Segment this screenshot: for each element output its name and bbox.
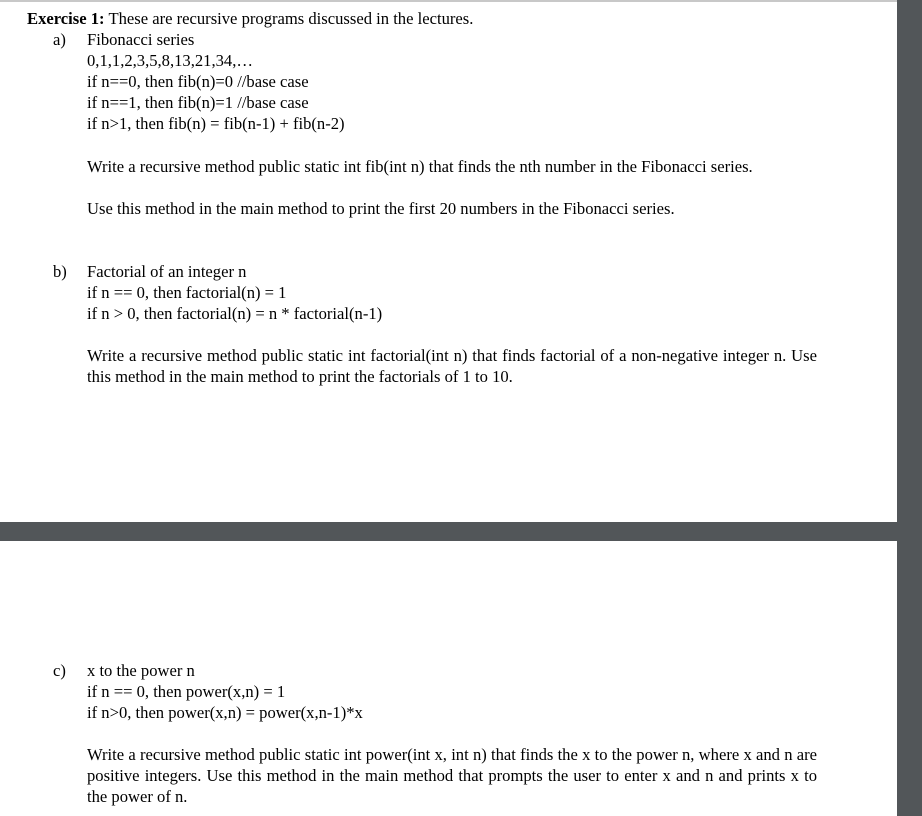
part-a-marker: a) — [53, 30, 66, 49]
factorial-rule: if n > 0, then factorial(n) = n * factorial(n-1) — [87, 304, 383, 323]
power-rule: if n == 0, then power(x,n) = 1 — [87, 682, 286, 701]
exercise-intro: These are recursive programs discussed in the lectures. — [108, 9, 474, 28]
power-rule: if n>0, then power(x,n) = power(x,n-1)*x — [87, 703, 363, 722]
factorial-rule: if n == 0, then factorial(n) = 1 — [87, 283, 287, 302]
part-c-marker: c) — [53, 661, 66, 680]
fib-rule: if n>1, then fib(n) = fib(n-1) + fib(n-2) — [87, 114, 345, 133]
part-a-task-usage: Use this method in the main method to print the first 20 numbers in the Fibonacci series. — [87, 199, 675, 218]
part-a-title: Fibonacci series — [87, 30, 195, 49]
exercise-header — [27, 8, 473, 29]
part-c-task: Write a recursive method public static int power(int x, int n) that finds the x to the power n, where x and n are positive integers. Use this method in the main method that prompts the user to enter x and n and prints x to the power of n. — [87, 745, 817, 806]
part-b-title: Factorial of an integer n — [87, 262, 247, 281]
pdf-page-2 — [0, 541, 897, 816]
part-c-title: x to the power n — [87, 661, 195, 680]
part-a-task: Write a recursive method public static int fib(int n) that finds the nth number in the Fibonacci series. — [87, 157, 753, 176]
exercise-heading: Exercise 1: — [27, 9, 105, 28]
fibonacci-sequence: 0,1,1,2,3,5,8,13,21,34,… — [87, 51, 253, 70]
fib-rule: if n==1, then fib(n)=1 //base case — [87, 93, 309, 112]
fib-rule: if n==0, then fib(n)=0 //base case — [87, 72, 309, 91]
part-b-task: Write a recursive method public static int factorial(int n) that finds factorial of a non-negative integer n. Use this method in the main method to print the factorials of 1 to 10. — [87, 346, 817, 386]
part-b-marker: b) — [53, 262, 67, 281]
